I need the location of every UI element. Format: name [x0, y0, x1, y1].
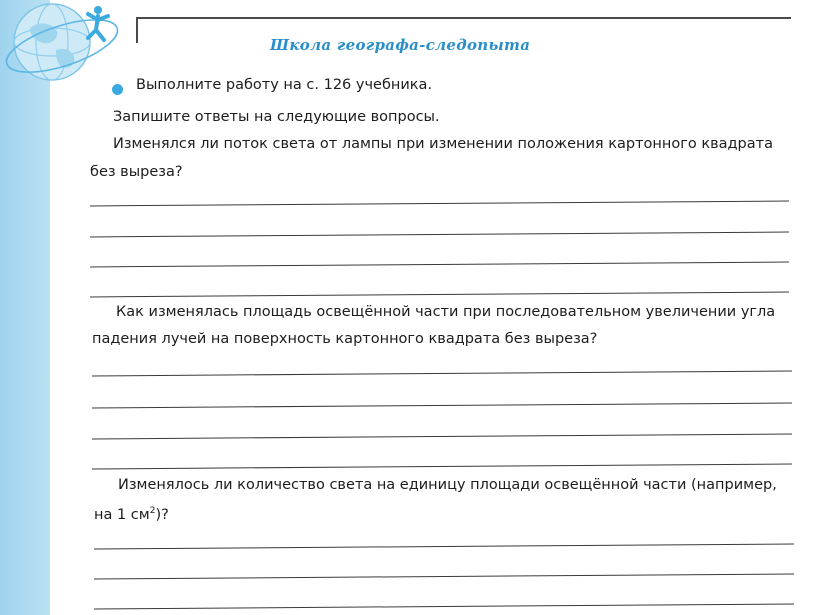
answer-line — [94, 544, 794, 550]
answer-line — [90, 262, 789, 268]
question-3-suffix: )? — [155, 507, 169, 523]
bullet-icon — [112, 84, 123, 95]
section-title: Школа географа-следопыта — [270, 36, 531, 54]
question-1-line-2: без выреза? — [90, 164, 183, 180]
header-rule — [136, 17, 791, 19]
answer-line — [92, 403, 792, 409]
question-2-line-1: Как изменялась площадь освещённой части при последовательном увеличении угла — [116, 304, 776, 320]
globe-logo-icon — [0, 0, 125, 100]
question-3-prefix: на 1 см — [94, 507, 150, 523]
header-tick — [136, 17, 138, 43]
answer-line — [92, 371, 792, 377]
question-3-line-1: Изменялось ли количество света на единицу площади освещённой части (например, — [118, 477, 777, 493]
superscript-2: 2 — [149, 506, 156, 517]
question-1-line-1: Изменялся ли поток света от лампы при изменении положения картонного квадрата — [113, 136, 773, 152]
question-2-line-2: падения лучей на поверхность картонного квадрата без выреза? — [92, 331, 598, 347]
answer-line — [92, 464, 792, 470]
answer-line — [94, 574, 794, 580]
answer-line — [90, 292, 789, 298]
answer-line — [94, 604, 794, 610]
answer-line — [92, 434, 792, 440]
answer-line — [90, 201, 789, 207]
answer-line — [90, 232, 789, 238]
task-subinstruction: Запишите ответы на следующие вопросы. — [113, 109, 440, 125]
task-instruction: Выполните работу на с. 126 учебника. — [136, 77, 433, 93]
question-3-line-2 — [94, 507, 169, 523]
